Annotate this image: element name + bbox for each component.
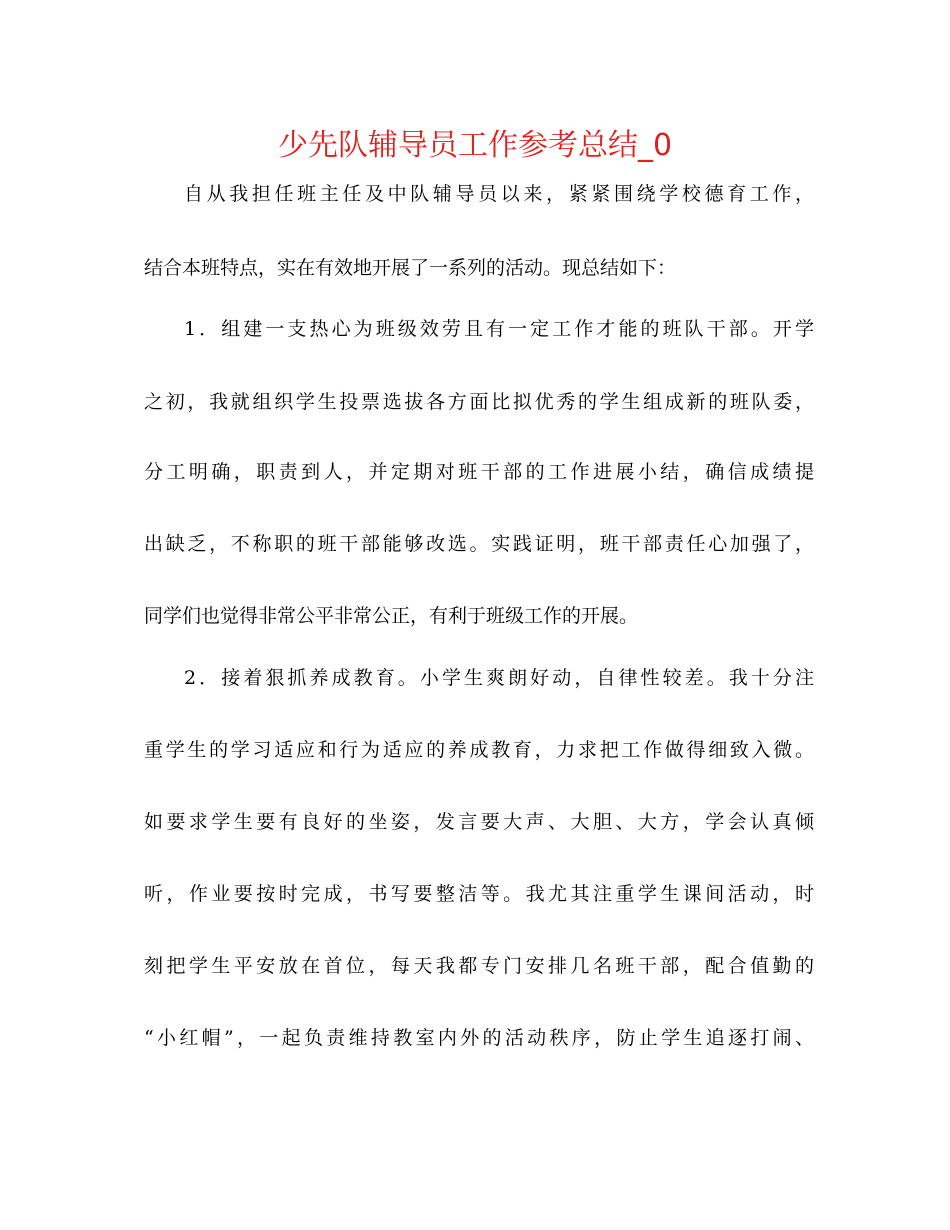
paragraph-line: 重学生的学习适应和行为适应的养成教育，力求把工作做得细致入微。 [144,739,814,761]
paragraph-line: 之初，我就组织学生投票选拔各方面比拟优秀的学生组成新的班队委， [144,391,814,413]
paragraph-line: 自从我担任班主任及中队辅导员以来，紧紧围绕学校德育工作， [184,183,814,205]
paragraph-line: 听，作业要按时完成，书写要整洁等。我尤其注重学生课间活动，时 [144,883,814,905]
document-title: 少先队辅导员工作参考总结_0 [277,128,673,163]
paragraph-line: “小红帽”，一起负责维持教室内外的活动秩序，防止学生追逐打闹、 [144,1027,814,1049]
paragraph-line: 出缺乏，不称职的班干部能够改选。实践证明，班干部责任心加强了， [144,533,814,555]
paragraph-line: 如要求学生要有良好的坐姿，发言要大声、大胆、大方，学会认真倾 [144,811,814,833]
paragraph-line: 同学们也觉得非常公平非常公正，有利于班级工作的开展。 [144,605,639,627]
paragraph-line: 刻把学生平安放在首位，每天我都专门安排几名班干部，配合值勤的 [144,955,814,977]
paragraph-line: 分工明确，职责到人，并定期对班干部的工作进展小结，确信成绩提 [144,461,814,483]
paragraph-line: 结合本班特点，实在有效地开展了一系列的活动。现总结如下： [144,257,677,279]
paragraph-line: 1．组建一支热心为班级效劳且有一定工作才能的班队干部。开学 [184,318,814,340]
paragraph-line: 2．接着狠抓养成教育。小学生爽朗好动，自律性较差。我十分注 [184,667,814,689]
